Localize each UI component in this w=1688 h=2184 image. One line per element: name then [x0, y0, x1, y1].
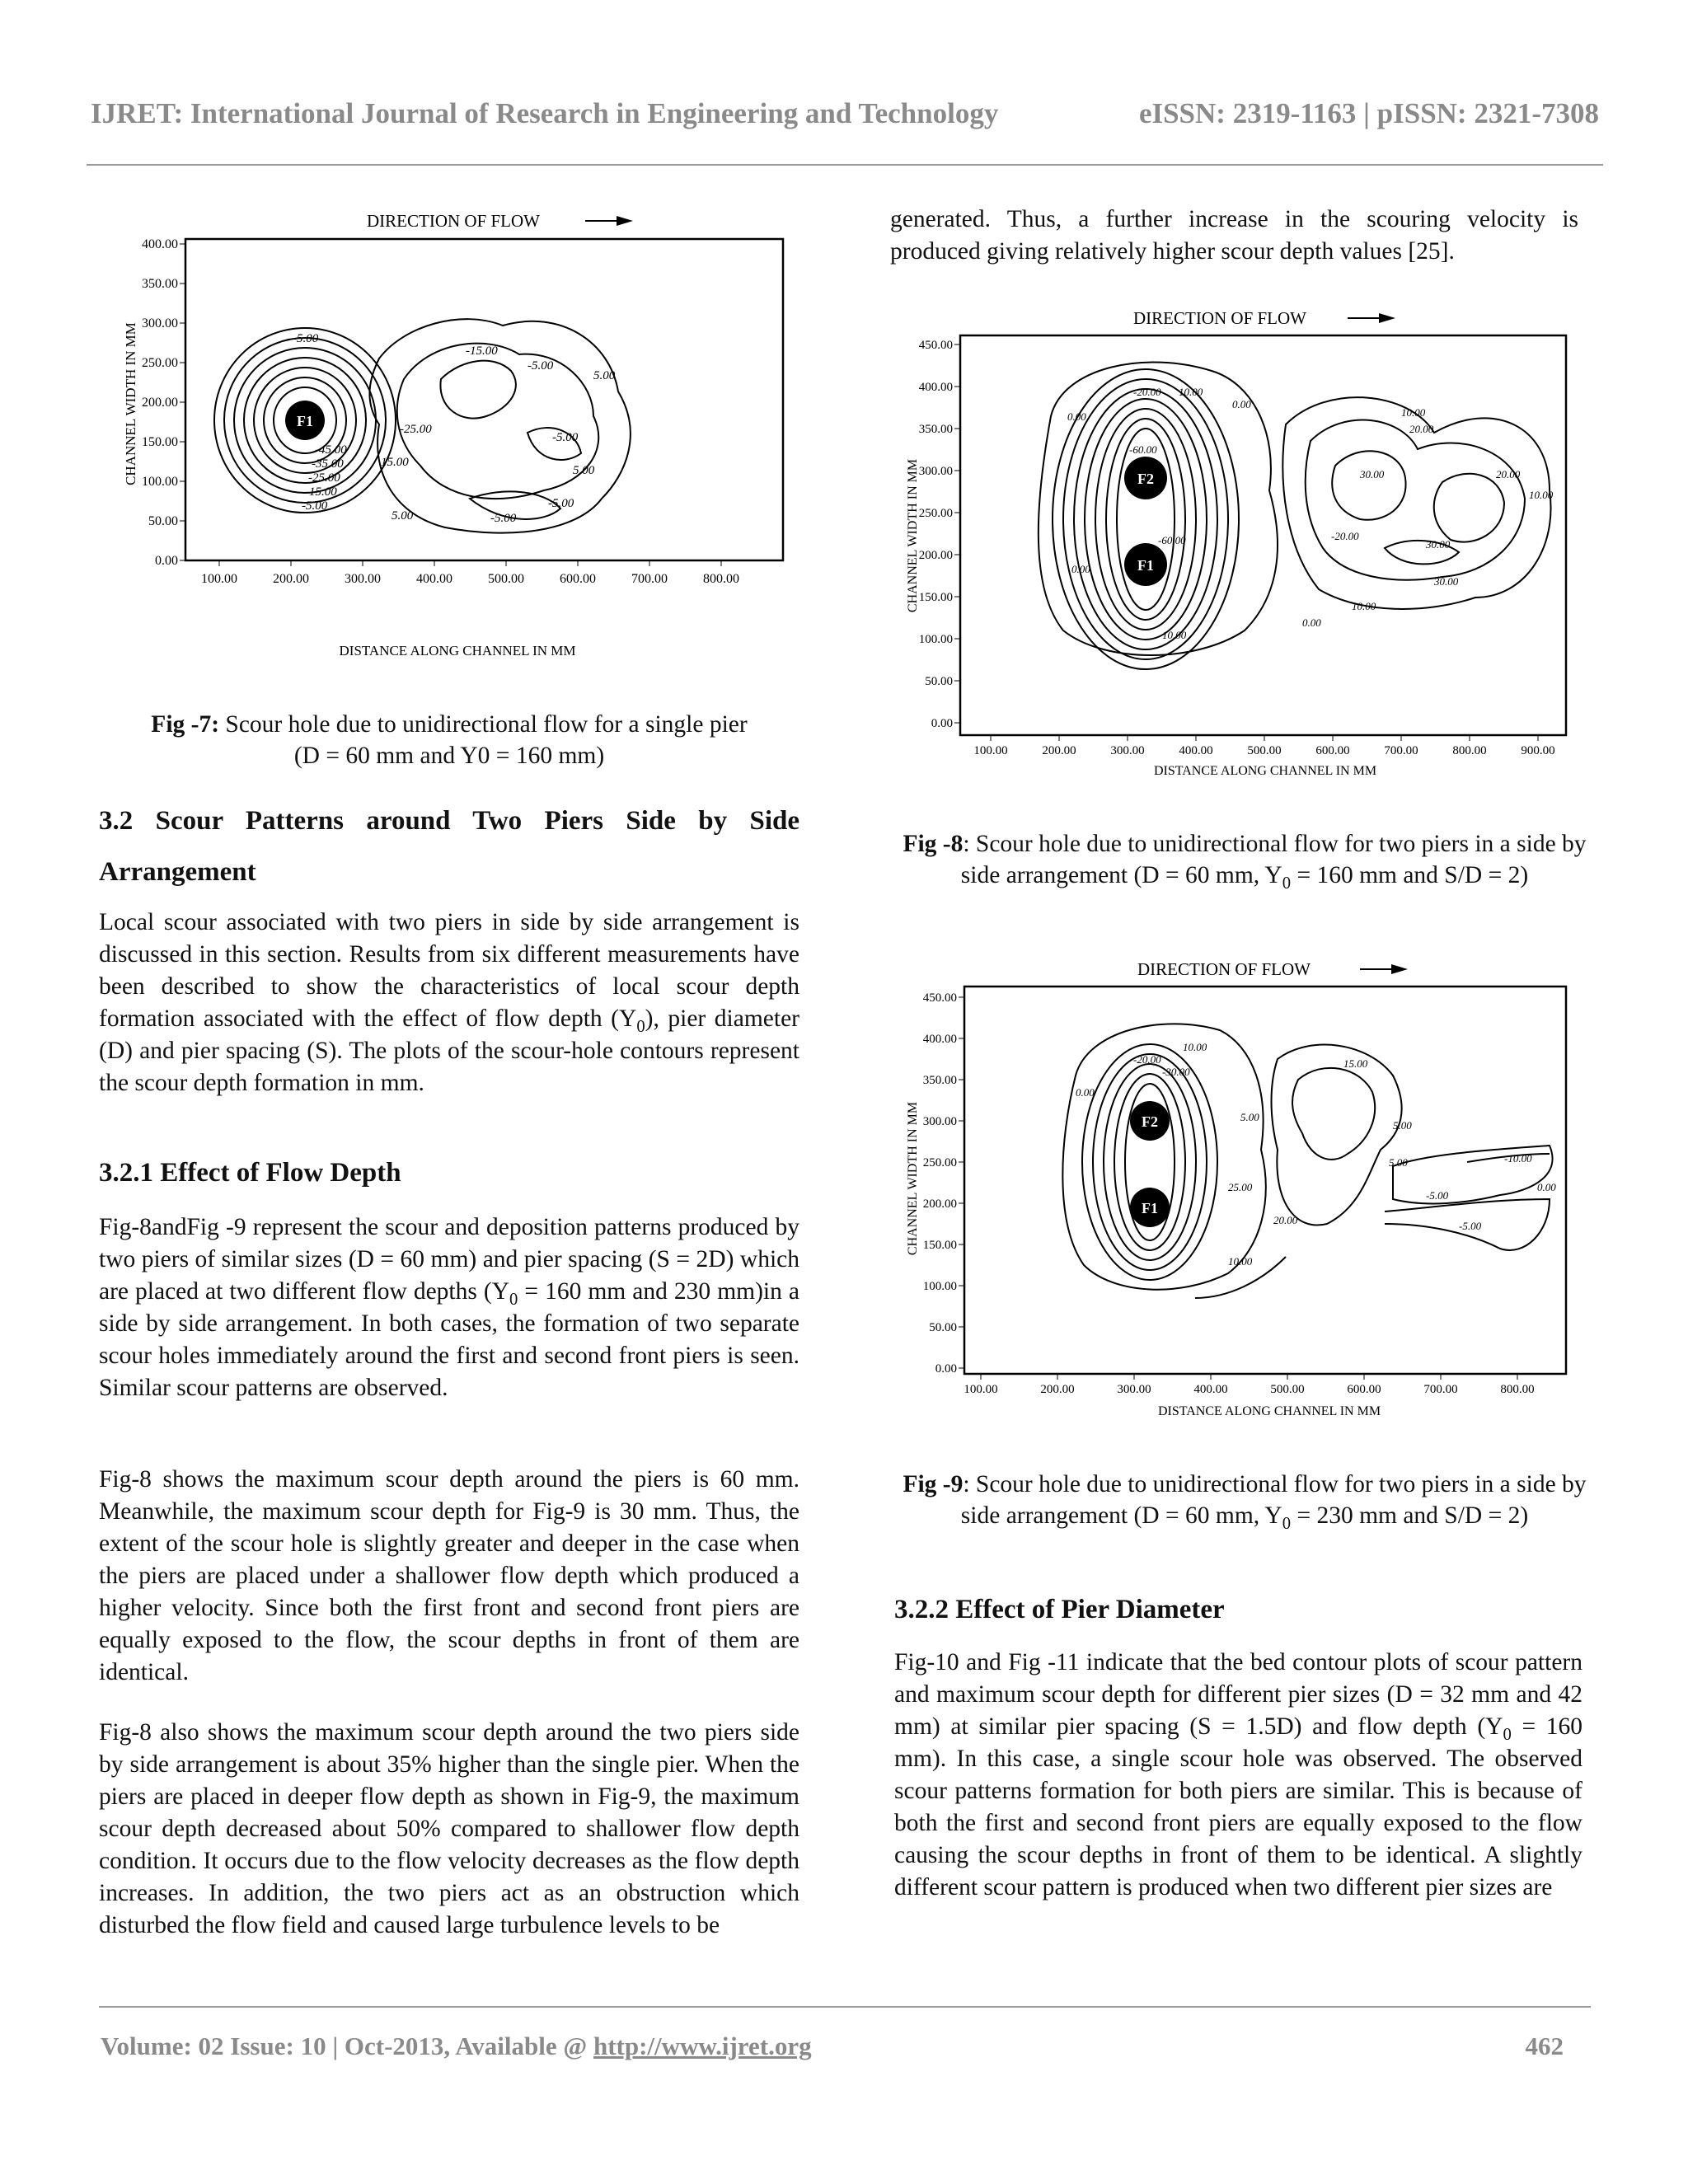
fig9-contour-label: 15.00 [1343, 1057, 1368, 1070]
svg-text:800.00: 800.00 [703, 572, 739, 586]
footer-rule [99, 2006, 1591, 2008]
fig9-ytick [923, 1115, 964, 1128]
fig7-xtick [488, 560, 524, 586]
left-paragraph-1: Local scour associated with two piers in side by side arrangement is discussed in this section. Results from six different measurements have been described to show the characteristics of local scour depth formation associated with the effect of flow depth $(Y_0)$, pier diameter (D) and pier spacing (S). The plots of the scour-hole contours represent the scour depth formation in mm. [99, 909, 799, 1096]
svg-text:300.00: 300.00 [345, 572, 381, 586]
svg-text:0.00: 0.00 [155, 554, 178, 568]
fig9-xlabel: DISTANCE ALONG CHANNEL IN MM [1157, 1404, 1381, 1418]
page-footer [101, 2032, 1564, 2061]
fig7-contour-label: -5.00 [552, 431, 579, 444]
fig7-title: DIRECTION OF FLOW [367, 211, 540, 231]
fig7-contour-label: -5.00 [528, 359, 554, 373]
fig8-xtick [1179, 735, 1212, 757]
fig7-ytick [142, 237, 185, 251]
svg-text:300.00: 300.00 [922, 1115, 957, 1128]
svg-text:50.00: 50.00 [929, 1321, 957, 1334]
pier-f1-label: F1 [1142, 1200, 1158, 1216]
fig9-contour-label: 10.00 [1228, 1255, 1253, 1268]
fig7-ylabel: CHANNEL WIDTH IN MM [123, 322, 138, 485]
figure-7-contour-plot [115, 202, 791, 672]
fig7-contour-label: -5.00 [548, 497, 574, 510]
fig7-xlabel: DISTANCE ALONG CHANNEL IN MM [339, 643, 576, 658]
fig7-contour-label: -5.00 [302, 499, 328, 513]
fig7-ytick [148, 514, 185, 528]
fig8-xtick [1452, 735, 1486, 757]
fig9-ytick [923, 1197, 964, 1211]
fig8-xticks [973, 735, 1554, 757]
svg-text:300.00: 300.00 [1110, 744, 1145, 757]
fig7-xtick [273, 560, 309, 586]
fig7-contour-label: -5.00 [490, 512, 517, 525]
fig8-ytick [931, 717, 960, 730]
fig9-xtick [1193, 1374, 1227, 1396]
fig8-xlabel: DISTANCE ALONG CHANNEL IN MM [1153, 764, 1377, 778]
svg-text:600.00: 600.00 [1347, 1383, 1381, 1396]
header-rule [87, 164, 1603, 166]
fig9-ylabel: CHANNEL WIDTH IN MM [906, 1101, 920, 1256]
fig9-caption: Fig -9: Scour hole due to unidirectional flow for two piers in a side by side arrangement (D = 60 mm, $Y_0 = 230$ mm and S/D = 2) [903, 1471, 1587, 1533]
fig9-contour-label: 25.00 [1228, 1181, 1253, 1193]
svg-text:250.00: 250.00 [918, 507, 953, 520]
fig8-contour-label: 0.00 [1232, 398, 1251, 410]
fig9-xtick [1500, 1374, 1534, 1396]
fig9-contour-label: -5.00 [1459, 1220, 1482, 1232]
pier-f1-label: F1 [1137, 557, 1154, 574]
journal-title: IJRET: International Journal of Research in Engineering and Technology [91, 97, 999, 129]
fig8-contour-label: 30.00 [1434, 575, 1459, 588]
svg-text:100.00: 100.00 [201, 572, 237, 586]
svg-text:600.00: 600.00 [560, 572, 596, 586]
fig9-xtick [964, 1374, 997, 1396]
svg-text:800.00: 800.00 [1500, 1383, 1535, 1396]
figure-8-contour-plot [898, 301, 1574, 779]
pier-f1-label: F1 [297, 413, 313, 429]
fig7-caption-line2: (D = 60 mm and Y0 = 160 mm) [293, 743, 605, 769]
fig9-ytick [935, 1362, 964, 1376]
fig9-contour-label: 5.00 [1240, 1111, 1259, 1123]
svg-text:400.00: 400.00 [1179, 744, 1213, 757]
fig9-contour-label: -30.00 [1162, 1066, 1190, 1078]
svg-text:100.00: 100.00 [922, 1280, 957, 1293]
fig9-yticks [923, 991, 964, 1376]
fig7-contour-label: 15.00 [381, 456, 409, 469]
fig9-ytick [923, 1239, 964, 1252]
section-heading-line1: 3.2 Scour Patterns around Two Piers Side by Side [99, 806, 799, 836]
fig9-contour-label: 5.00 [1393, 1119, 1412, 1132]
fig8-caption-label: Fig -8 [903, 831, 964, 857]
fig8-contour-label: 10.00 [1401, 406, 1426, 419]
svg-text:400.00: 400.00 [416, 572, 452, 586]
pier-f2-label: F2 [1142, 1113, 1158, 1130]
fig8-xtick [1521, 735, 1554, 757]
fig9-contour-label: 0.00 [1076, 1086, 1095, 1099]
svg-text:100.00: 100.00 [142, 475, 178, 489]
svg-text:300.00: 300.00 [918, 465, 953, 478]
fig8-ytick [925, 675, 960, 688]
left-paragraph-2: Fig-8andFig -9 represent the scour and deposition patterns produced by two piers of similar sizes (D = 60 mm) and pier spacing (S = 2D) which are placed at two different flow depths ($Y_0 = 160$ mm and 230 mm)in a side by side arrangement. In both cases, the formation of two separate scour holes immediately around the first and second front piers is seen. Similar scour patterns are observed. [99, 1214, 799, 1401]
fig9-contour-label: 10.00 [1183, 1041, 1207, 1053]
fig9-contour-label: 20.00 [1273, 1214, 1298, 1226]
pier-f2-label: F2 [1137, 471, 1154, 487]
svg-text:500.00: 500.00 [1247, 744, 1282, 757]
fig8-contour-label: 10.00 [1352, 600, 1376, 612]
svg-text:350.00: 350.00 [922, 1074, 957, 1087]
fig8-contour-label: -60.00 [1158, 534, 1186, 546]
fig8-title: DIRECTION OF FLOW [1133, 308, 1306, 328]
right-paragraph-0: generated. Thus, a further increase in the scouring velocity is produced giving relatively higher scour depth values [25]. [890, 206, 1578, 265]
subsection-heading-3-2-1: 3.2.1 Effect of Flow Depth [99, 1158, 401, 1188]
svg-text:400.00: 400.00 [142, 237, 178, 251]
fig7-caption [99, 709, 799, 771]
fig7-contour-label: -25.00 [308, 471, 340, 485]
figure-9-contour-plot [898, 952, 1574, 1422]
svg-text:800.00: 800.00 [1452, 744, 1487, 757]
fig8-ytick [919, 549, 960, 562]
svg-text:100.00: 100.00 [973, 744, 1008, 757]
fig9-contour-label: -10.00 [1504, 1152, 1532, 1165]
svg-text:50.00: 50.00 [148, 514, 178, 528]
footer-volume: Volume: 02 Issue: 10 | Oct-2013, Available @ [101, 2032, 593, 2060]
svg-text:250.00: 250.00 [142, 356, 178, 370]
fig9-contour-label: -20.00 [1133, 1053, 1161, 1066]
svg-text:300.00: 300.00 [1117, 1383, 1151, 1396]
fig8-contour-label: 20.00 [1409, 423, 1434, 435]
fig7-contour-label: -35.00 [312, 457, 344, 471]
svg-text:500.00: 500.00 [488, 572, 524, 586]
svg-text:50.00: 50.00 [925, 675, 953, 688]
fig7-contour-label: -45.00 [315, 443, 347, 457]
fig8-contour-label: 0.00 [1067, 410, 1086, 423]
fig7-ytick [142, 396, 185, 410]
fig9-xtick [1270, 1374, 1304, 1396]
fig7-xticks [201, 560, 739, 586]
fig7-contour-label: -5.00 [293, 332, 319, 345]
fig8-ytick [919, 633, 960, 646]
svg-text:350.00: 350.00 [918, 423, 953, 436]
journal-header [91, 97, 1599, 130]
svg-text:400.00: 400.00 [1193, 1383, 1228, 1396]
fig9-xtick [1423, 1374, 1457, 1396]
fig8-contour-labels [1067, 386, 1554, 641]
svg-text:200.00: 200.00 [273, 572, 309, 586]
fig9-xtick [1117, 1374, 1151, 1396]
fig8-caption: Fig -8: Scour hole due to unidirectional flow for two piers in a side by side arrangement (D = 60 mm, $Y_0 = 160$ mm and S/D = 2) [903, 831, 1587, 893]
fig7-ytick [142, 435, 185, 449]
fig7-ytick [142, 356, 185, 370]
fig7-contour-label: -15.00 [305, 485, 337, 499]
section-heading-3-2 [99, 795, 799, 898]
fig7-xtick [416, 560, 452, 586]
svg-text:700.00: 700.00 [631, 572, 668, 586]
fig8-xtick [973, 735, 1007, 757]
fig9-caption-label: Fig -9 [903, 1471, 964, 1497]
right-paragraph-1: Fig-10 and Fig -11 indicate that the bed contour plots of scour pattern and maximum scour depth for different pier sizes (D = 32 mm and 42 mm) at similar pier spacing (S = 1.5D) and flow depth ($Y_0 = 160$ mm). In this case, a single scour hole was observed. The observed scour patterns formation for both piers are similar. This is because of both the first and second front piers are equally exposed to the flow causing the scour depths in front of them to be identical. A slightly different scour pattern is produced when two different pier sizes are [894, 1649, 1582, 1900]
fig8-contour-label: 20.00 [1496, 468, 1521, 480]
svg-text:450.00: 450.00 [922, 991, 957, 1005]
svg-text:200.00: 200.00 [922, 1197, 957, 1211]
fig7-contour-label: -15.00 [466, 344, 498, 358]
fig8-xtick [1042, 735, 1076, 757]
fig9-ytick [923, 1156, 964, 1169]
fig9-contour-label: 5.00 [1389, 1156, 1408, 1169]
fig7-yticks [142, 237, 185, 568]
fig8-contour-label: 30.00 [1360, 468, 1385, 480]
fig8-contour-label: 10.00 [1529, 489, 1554, 501]
fig7-caption-text: Scour hole due to unidirectional flow for a single pier [225, 711, 748, 738]
fig7-ytick [142, 277, 185, 291]
section-heading-line2: Arrangement [99, 857, 256, 887]
issn-info: eISSN: 2319-1163 | pISSN: 2321-7308 [1138, 97, 1599, 129]
fig8-xtick [1110, 735, 1144, 757]
fig9-xticks [964, 1374, 1534, 1396]
fig8-ylabel: CHANNEL WIDTH IN MM [906, 458, 920, 613]
fig9-ytick [923, 1074, 964, 1087]
fig7-xtick [631, 560, 668, 586]
fig8-contour-label: 30.00 [1426, 538, 1451, 551]
svg-text:150.00: 150.00 [142, 435, 178, 449]
fig8-contour-label: 0.00 [1071, 563, 1090, 575]
fig7-ytick [155, 554, 185, 568]
fig8-contour-label: -60.00 [1129, 443, 1157, 456]
left-paragraph-3: Fig-8 shows the maximum scour depth around the piers is 60 mm. Meanwhile, the maximum scour depth for Fig-9 is 30 mm. Thus, the extent of the scour hole is slightly greater and deeper in the case when the piers are placed under a shallower flow depth which produced a higher velocity. Since both the first front and second front piers are equally exposed to the flow, the scour depths in front of them are identical. [99, 1466, 799, 1685]
fig8-ytick [919, 381, 960, 394]
left-paragraph-4: Fig-8 also shows the maximum scour depth around the two piers side by side arrangement is about 35% higher than the single pier. When the piers are placed in deeper flow depth as shown in Fig-9, the maximum scour depth decreased about 50% compared to shallower flow depth condition. It occurs due to the flow velocity decreases as the flow depth increases. In addition, the two piers act as an obstruction which disturbed the flow field and caused large turbulence levels to be [99, 1719, 799, 1938]
subsection-heading-3-2-2: 3.2.2 Effect of Pier Diameter [894, 1595, 1225, 1624]
svg-text:200.00: 200.00 [918, 549, 953, 562]
fig9-contour-label: -5.00 [1426, 1189, 1449, 1202]
fig7-ytick [142, 316, 185, 330]
svg-text:200.00: 200.00 [1042, 744, 1076, 757]
fig7-contour-label: 5.00 [392, 509, 414, 523]
fig8-ytick [919, 339, 960, 352]
svg-text:600.00: 600.00 [1315, 744, 1350, 757]
fig7-xtick [560, 560, 596, 586]
svg-text:0.00: 0.00 [931, 717, 953, 730]
fig8-xtick [1384, 735, 1418, 757]
svg-text:700.00: 700.00 [1423, 1383, 1458, 1396]
fig8-ytick [919, 591, 960, 604]
fig8-contours [1039, 362, 1551, 669]
fig9-contour-label: 0.00 [1537, 1181, 1556, 1193]
fig8-xtick [1315, 735, 1349, 757]
fig7-contour-label: 5.00 [593, 369, 616, 382]
svg-text:250.00: 250.00 [922, 1156, 957, 1169]
fig7-contour-label: -25.00 [400, 423, 432, 436]
fig8-contour-label: -20.00 [1133, 386, 1161, 398]
fig8-yticks [919, 339, 960, 730]
fig7-xtick [201, 560, 237, 586]
fig7-xtick [703, 560, 739, 586]
svg-text:200.00: 200.00 [142, 396, 178, 410]
svg-text:150.00: 150.00 [922, 1239, 957, 1252]
svg-text:200.00: 200.00 [1040, 1383, 1075, 1396]
fig7-xtick [345, 560, 381, 586]
fig9-xtick [1040, 1374, 1074, 1396]
svg-text:900.00: 900.00 [1521, 744, 1555, 757]
svg-text:400.00: 400.00 [918, 381, 953, 394]
fig7-ytick [142, 475, 185, 489]
svg-text:100.00: 100.00 [918, 633, 953, 646]
fig8-contour-label: 10.00 [1179, 386, 1203, 398]
footer-link[interactable]: http://www.ijret.org [593, 2032, 812, 2060]
fig8-xtick [1247, 735, 1281, 757]
svg-text:100.00: 100.00 [964, 1383, 998, 1396]
fig8-ytick [919, 423, 960, 436]
svg-text:450.00: 450.00 [918, 339, 953, 352]
svg-text:350.00: 350.00 [142, 277, 178, 291]
fig7-contour-labels [293, 332, 616, 525]
fig8-contour-label: -20.00 [1331, 530, 1359, 542]
fig9-ytick [929, 1321, 964, 1334]
fig8-contour-label: 0.00 [1302, 616, 1321, 629]
fig8-ytick [919, 507, 960, 520]
fig9-ytick [923, 991, 964, 1005]
fig9-ytick [923, 1280, 964, 1293]
fig7-contour-label: 5.00 [573, 464, 595, 477]
fig9-xtick [1347, 1374, 1381, 1396]
svg-text:300.00: 300.00 [142, 316, 178, 330]
fig7-caption-label: Fig -7: [151, 711, 220, 738]
svg-text:0.00: 0.00 [935, 1362, 957, 1376]
fig9-title: DIRECTION OF FLOW [1137, 959, 1311, 979]
fig9-ytick [923, 1033, 964, 1046]
svg-text:500.00: 500.00 [1270, 1383, 1305, 1396]
svg-text:400.00: 400.00 [922, 1033, 957, 1046]
svg-text:150.00: 150.00 [918, 591, 953, 604]
page-number: 462 [1525, 2032, 1564, 2060]
fig8-ytick [919, 465, 960, 478]
fig8-contour-label: 10.00 [1162, 629, 1187, 641]
svg-text:700.00: 700.00 [1384, 744, 1418, 757]
